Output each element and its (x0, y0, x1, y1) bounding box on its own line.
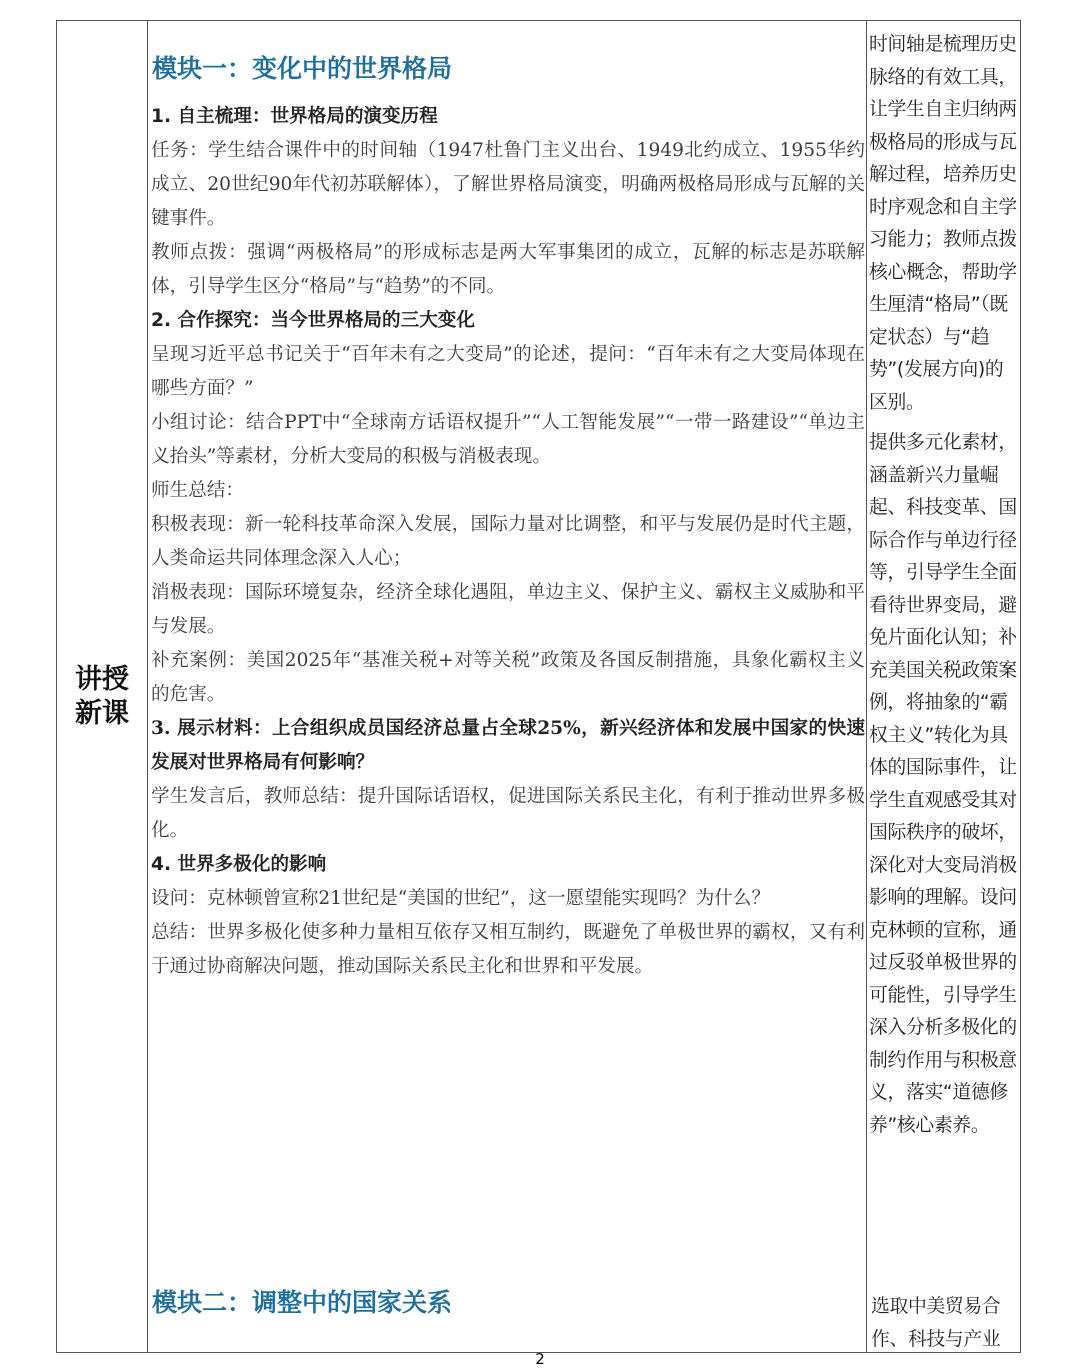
module1-title: 模块一：变化中的世界格局 (152, 54, 453, 83)
module1-line: 任务：学生结合课件中的时间轴（1947杜鲁门主义出台、1949北约成立、1955华约成立、20世纪90年代初苏联解体），了解世界格局演变，明确两极格局形成与瓦解的关键事件。 (151, 140, 865, 229)
table-row (57, 21, 1021, 1353)
module1-body (151, 100, 865, 984)
module1-line: 积极表现：新一轮科技革命深入发展，国际力量对比调整，和平与发展仍是时代主题，人类命运共同体理念深入人心； (151, 514, 865, 569)
lesson-plan-table (56, 20, 1021, 1353)
module1-line: 呈现习近平总书记关于“百年未有之大变局”的论述，提问：“百年未有之大变局体现在哪些方面？” (151, 344, 865, 399)
module1-line: 学生发言后，教师总结：提升国际话语权，促进国际关系民主化，有利于推动世界多极化。 (151, 786, 865, 841)
module1-line: 教师点拨：强调“两极格局”的形成标志是两大军事集团的成立，瓦解的标志是苏联解体，引导学生区分“格局”与“趋势”的不同。 (151, 242, 865, 297)
module1-line: 师生总结： (151, 480, 244, 501)
row-label-cell (57, 21, 148, 1353)
design-intent-cell (867, 21, 1021, 1353)
module1-line: 3. 展示材料：上合组织成员国经济总量占全球25%，新兴经济体和发展中国家的快速发展对世界格局有何影响？ (151, 718, 865, 773)
row-label: 讲授新课 (75, 663, 129, 729)
module1-line: 消极表现：国际环境复杂，经济全球化遇阻，单边主义、保护主义、霸权主义威胁和平与发展。 (151, 582, 865, 637)
module1-line: 总结：世界多极化使多种力量相互依存又相互制约，既避免了单极世界的霸权，又有利于通过协商解决问题，推动国际关系民主化和世界和平发展。 (151, 922, 865, 977)
module1-line: 4. 世界多极化的影响 (151, 854, 327, 875)
module1-line: 小组讨论：结合PPT中“全球南方话语权提升”“人工智能发展”“一带一路建设”“单边主义抬头”等素材，分析大变局的积极与消极表现。 (151, 412, 865, 467)
side-note-3: 选取中美贸易合作、科技与产业 (871, 1296, 1001, 1350)
side-note-1: 时间轴是梳理历史脉络的有效工具，让学生自主归纳两极格局的形成与瓦解过程，培养历史时序观念和自主学习能力；教师点拨核心概念，帮助学生厘清“格局”（既定状态）与“趋势”(发展方向)的区别。 (869, 34, 1017, 413)
module1-line: 1. 自主梳理：世界格局的演变历程 (151, 106, 438, 127)
main-content-cell (148, 21, 867, 1353)
side-note-2: 提供多元化素材，涵盖新兴力量崛起、科技变革、国际合作与单边行径等，引导学生全面看待世界变局，避免片面化认知；补充美国关税政策案例，将抽象的“霸权主义”转化为具体的国际事件，让学生直观感受其对国际秩序的破坏，深化对大变局消极影响的理解。设问克林顿的宣称，通过反驳单极世界的可能性，引导学生深入分析多极化的制约作用与积极意义，落实“道德修养”核心素养。 (869, 432, 1017, 1136)
module1-line: 补充案例：美国2025年“基准关税+对等关税”政策及各国反制措施，具象化霸权主义的危害。 (151, 650, 865, 705)
module2-title: 模块二：调整中的国家关系 (152, 1288, 453, 1317)
module1-line: 2. 合作探究：当今世界格局的三大变化 (151, 310, 475, 331)
page-number: 2 (535, 1350, 545, 1368)
module1-line: 设问：克林顿曾宣称21世纪是“美国的世纪”，这一愿望能实现吗？为什么？ (151, 888, 771, 909)
